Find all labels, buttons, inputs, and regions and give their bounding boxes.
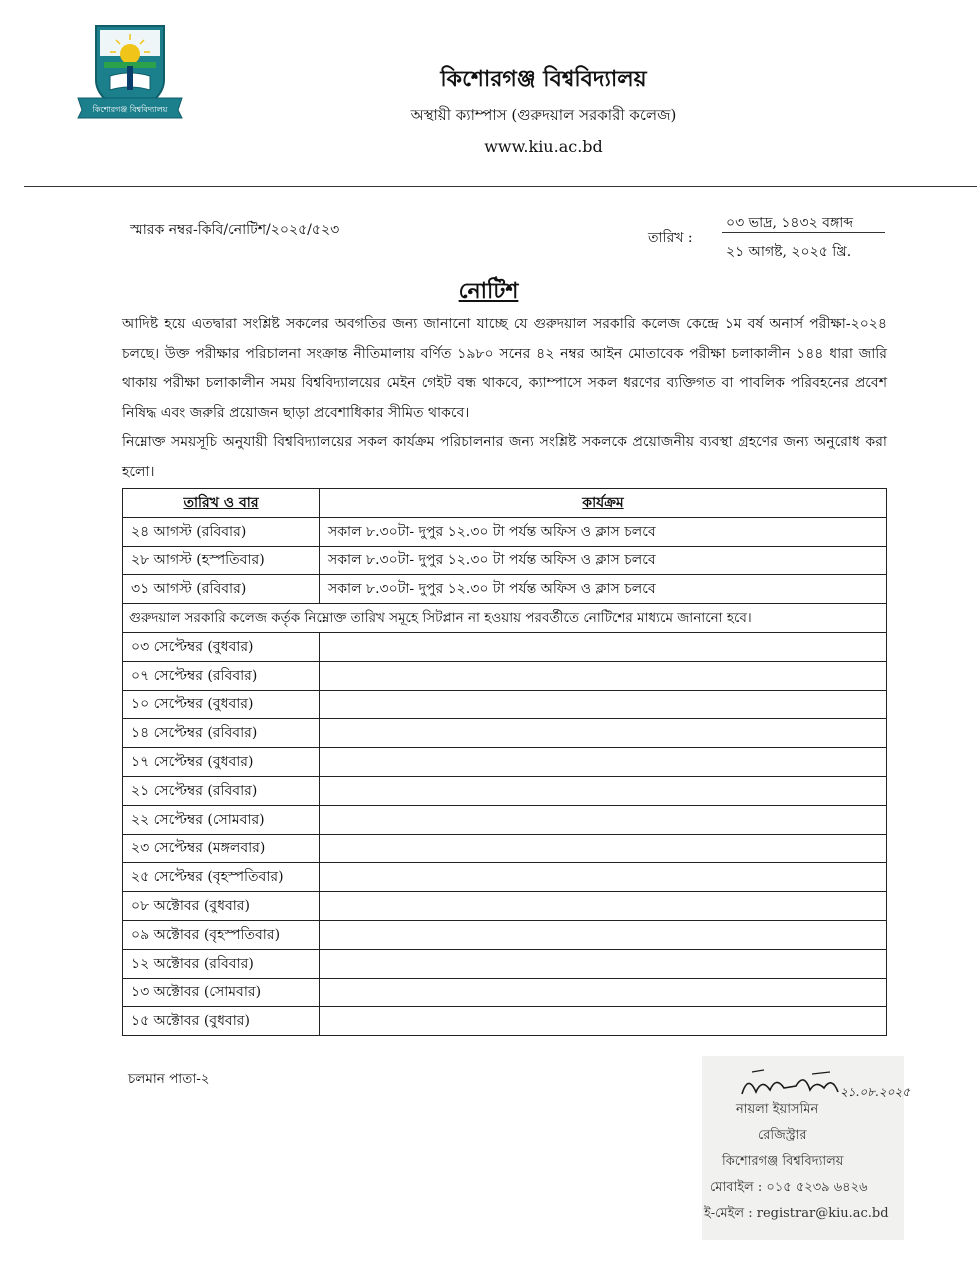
date-cell: ১৭ সেপ্টেম্বর (বুধবার) [123, 748, 320, 777]
date-cell: ২১ সেপ্টেম্বর (রবিবার) [123, 776, 320, 805]
activity-cell [320, 776, 887, 805]
signature-block [702, 1056, 911, 1240]
activity-cell [320, 805, 887, 834]
signatory-designation: রেজিস্ট্রার [758, 1128, 807, 1143]
notice-paragraph-1: আদিষ্ট হয়ে এতদ্বারা সংশ্লিষ্ট সকলের অবগতির জন্য জানানো যাচ্ছে যে গুরুদয়াল সরকারি কলেজ কেন্দ্রে ১ম বর্ষ অনার্স পরীক্ষা-২০২৪ চলছে। উক্ত পরীক্ষার পরিচালনা সংক্রান্ত নীতিমালায় বর্ণিত ১৯৮০ সনের ৪২ নম্বর আইন মোতাবেক পরীক্ষা চলাকালীন ১৪৪ ধারা জারি থাকায় পরীক্ষা চলাকালীন সময় বিশ্ববিদ্যালয়ের মেইন গেইট বন্ধ থাকবে, ক্যাম্পাসে সকল ধরণের ব্যক্তিগত বা পাবলিক পরিবহনের প্রবেশ নিষিদ্ধ এবং জরুরি প্রয়োজন ছাড়া প্রবেশাধিকার সীমিত থাকবে। [122, 316, 887, 421]
activity-cell [320, 661, 887, 690]
notice-paragraph-2: নিম্নোক্ত সময়সূচি অনুযায়ী বিশ্ববিদ্যালয়ের সকল কার্যক্রম পরিচালনার জন্য সংশ্লিষ্ট সকলকে প্রয়োজনীয় ব্যবস্থা গ্রহণের জন্য অনুরোধ করা হলো। [122, 434, 887, 480]
table-row [123, 949, 887, 978]
date-cell: ২৫ সেপ্টেম্বর (বৃহস্পতিবার) [123, 863, 320, 892]
date-cell: ২৩ সেপ্টেম্বর (মঙ্গলবার) [123, 834, 320, 863]
date-bangla: ০৩ ভাদ্র, ১৪৩২ বঙ্গাব্দ [726, 215, 854, 231]
signatory-email[interactable]: ই-মেইল : registrar@kiu.ac.bd [704, 1206, 889, 1221]
date-cell: ০৮ অক্টোবর (বুধবার) [123, 892, 320, 921]
activity-cell [320, 978, 887, 1007]
activity-cell [320, 1007, 887, 1036]
activity-cell [320, 863, 887, 892]
table-row [123, 517, 887, 546]
signature-date: ২১.০৮.২০২৫ [840, 1085, 911, 1099]
signatory-mobile: মোবাইল : ০১৫ ৫২৩৯ ৬৪২৬ [710, 1180, 868, 1195]
date-cell: ৩১ আগস্ট (রবিবার) [123, 575, 320, 604]
campus-line: অস্থায়ী ক্যাম্পাস (গুরুদয়াল সরকারী কলেজ) [410, 106, 677, 124]
table-row [123, 776, 887, 805]
activity-cell [320, 920, 887, 949]
table-row [123, 920, 887, 949]
activity-cell: সকাল ৮.৩০টা- দুপুর ১২.৩০ টা পর্যন্ত অফিস ও ক্লাস চলবে [320, 517, 887, 546]
notice-title: নোটিশ [458, 278, 519, 304]
continuation-note: চলমান পাতা-২ [128, 1071, 210, 1087]
table-row [123, 748, 887, 777]
date-cell: ১০ সেপ্টেম্বর (বুধবার) [123, 690, 320, 719]
date-cell: ০৭ সেপ্টেম্বর (রবিবার) [123, 661, 320, 690]
table-row [123, 719, 887, 748]
date-cell: ২৪ আগস্ট (রবিবার) [123, 517, 320, 546]
memo-number: স্মারক নম্বর-কিবি/নোটিশ/২০২৫/৫২৩ [130, 222, 340, 238]
date-gregorian: ২১ আগষ্ট, ২০২৫ খ্রি. [726, 244, 852, 260]
signatory-organization: কিশোরগঞ্জ বিশ্ববিদ্যালয় [722, 1154, 844, 1169]
seatplan-note: গুরুদয়াল সরকারি কলেজ কর্তৃক নিম্নোক্ত তারিখ সমূহে সিটপ্লান না হওয়ায় পরবর্তীতে নোটিশের মাধ্যমে জানানো হবে। [123, 604, 887, 633]
table-row [123, 863, 887, 892]
signatory-name: নায়লা ইয়াসমিন [736, 1102, 819, 1117]
table-row [123, 892, 887, 921]
activity-cell: সকাল ৮.৩০টা- দুপুর ১২.৩০ টা পর্যন্ত অফিস ও ক্লাস চলবে [320, 546, 887, 575]
table-row [123, 546, 887, 575]
table-row [123, 1007, 887, 1036]
table-note-row [123, 604, 887, 633]
table-row [123, 834, 887, 863]
schedule-table [122, 488, 887, 1036]
table-row [123, 632, 887, 661]
date-cell: ১৪ সেপ্টেম্বর (রবিবার) [123, 719, 320, 748]
activity-cell [320, 690, 887, 719]
activity-cell: সকাল ৮.৩০টা- দুপুর ১২.৩০ টা পর্যন্ত অফিস ও ক্লাস চলবে [320, 575, 887, 604]
activity-cell [320, 719, 887, 748]
activity-cell [320, 632, 887, 661]
date-cell: ২২ সেপ্টেম্বর (সোমবার) [123, 805, 320, 834]
column-header-date: তারিখ ও বার [123, 489, 320, 518]
date-cell: ০৩ সেপ্টেম্বর (বুধবার) [123, 632, 320, 661]
date-cell: ০৯ অক্টোবর (বৃহস্পতিবার) [123, 920, 320, 949]
date-cell: ২৮ আগস্ট (হস্পতিবার) [123, 546, 320, 575]
table-row [123, 690, 887, 719]
date-divider [722, 232, 885, 233]
table-row [123, 575, 887, 604]
website-link[interactable]: www.kiu.ac.bd [484, 137, 603, 156]
activity-cell [320, 892, 887, 921]
date-label: তারিখ : [648, 230, 693, 246]
date-cell: ১২ অক্টোবর (রবিবার) [123, 949, 320, 978]
column-header-activity: কার্যক্রম [320, 489, 887, 518]
date-cell: ১৫ অক্টোবর (বুধবার) [123, 1007, 320, 1036]
activity-cell [320, 949, 887, 978]
logo-text: কিশোরগঞ্জ বিশ্ববিদ্যালয় [92, 105, 168, 114]
activity-cell [320, 834, 887, 863]
header-divider [24, 186, 977, 187]
table-row [123, 805, 887, 834]
handwritten-signature [712, 1066, 911, 1104]
table-header-row [123, 489, 887, 518]
table-row [123, 978, 887, 1007]
table-row [123, 661, 887, 690]
university-name: কিশোরগঞ্জ বিশ্ববিদ্যালয় [440, 66, 647, 92]
activity-cell [320, 748, 887, 777]
date-cell: ১৩ অক্টোবর (সোমবার) [123, 978, 320, 1007]
